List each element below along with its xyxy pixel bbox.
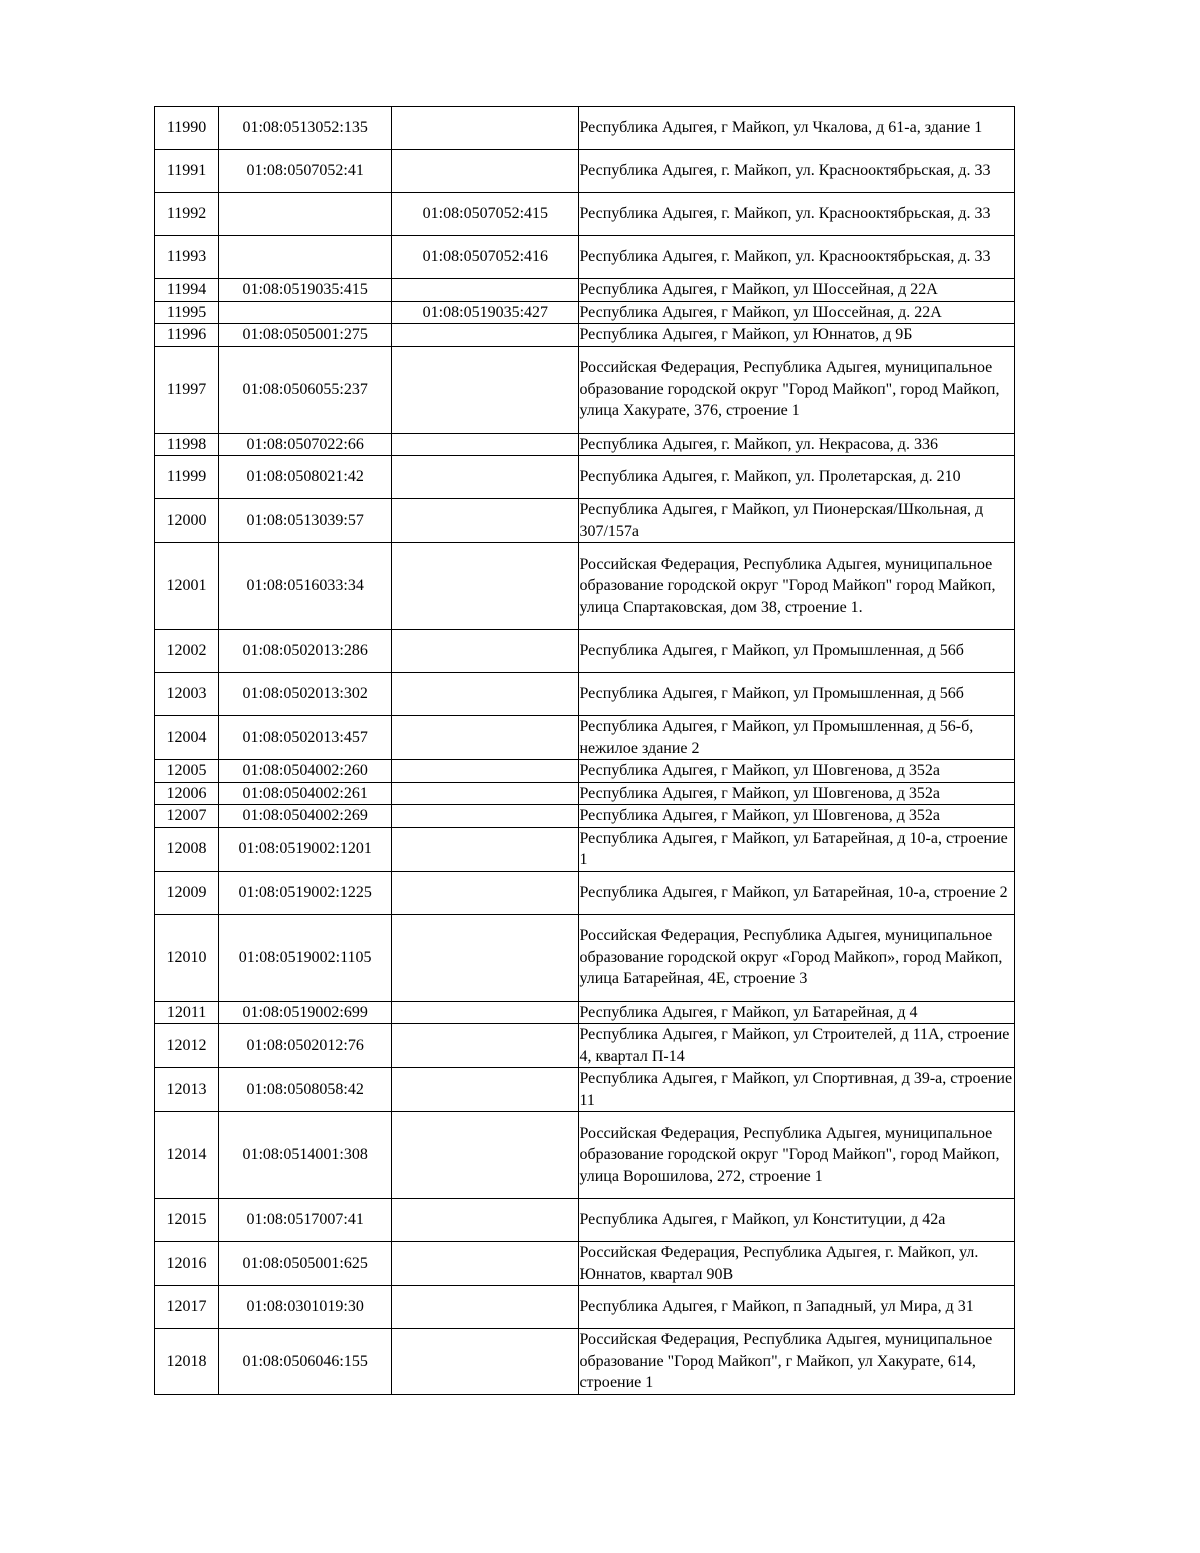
- cadastral-number-secondary: [392, 630, 579, 673]
- cadastral-number: [219, 193, 392, 236]
- cadastral-number-secondary: [392, 543, 579, 630]
- address: Республика Адыгея, г. Майкоп, ул. Некрасова, д. 336: [579, 433, 1015, 456]
- address: Республика Адыгея, г Майкоп, ул Шоссейная, д 22А: [579, 279, 1015, 302]
- row-number: 12004: [155, 716, 219, 760]
- address: Республика Адыгея, г Майкоп, ул Промышленная, д 56-б, нежилое здание 2: [579, 716, 1015, 760]
- row-number: 11990: [155, 107, 219, 150]
- row-number: 12000: [155, 499, 219, 543]
- table-row: [155, 871, 1015, 914]
- cadastral-number-secondary: [392, 871, 579, 914]
- row-number: 12010: [155, 914, 219, 1001]
- row-number: 12012: [155, 1024, 219, 1068]
- cadastral-number: 01:08:0507022:66: [219, 433, 392, 456]
- cadastral-number-secondary: [392, 1024, 579, 1068]
- table-row: [155, 760, 1015, 783]
- row-number: 12015: [155, 1199, 219, 1242]
- cadastral-number-secondary: [392, 716, 579, 760]
- row-number: 12008: [155, 827, 219, 871]
- table-row: [155, 543, 1015, 630]
- table-row: [155, 1199, 1015, 1242]
- cadastral-number-secondary: [392, 760, 579, 783]
- address: Республика Адыгея, г Майкоп, ул Промышленная, д 56б: [579, 673, 1015, 716]
- cadastral-number-secondary: [392, 456, 579, 499]
- table-row: [155, 805, 1015, 828]
- cadastral-number-secondary: [392, 805, 579, 828]
- cadastral-number: 01:08:0504002:269: [219, 805, 392, 828]
- row-number: 12001: [155, 543, 219, 630]
- address: Российская Федерация, Республика Адыгея, муниципальное образование городской округ "Город Майкоп" город Майкоп, улица Спартаковская, дом 38, строение 1.: [579, 543, 1015, 630]
- table-row: [155, 914, 1015, 1001]
- address: Российская Федерация, Республика Адыгея, муниципальное образование городской округ «Город Майкоп», город Майкоп, улица Батарейная, 4Е, строение 3: [579, 914, 1015, 1001]
- table-row: [155, 107, 1015, 150]
- address: Российская Федерация, Республика Адыгея, муниципальное образование городской округ "Город Майкоп", город Майкоп, улица Ворошилова, 272, строение 1: [579, 1112, 1015, 1199]
- table-row: [155, 782, 1015, 805]
- table-row: [155, 1001, 1015, 1024]
- table-row: [155, 433, 1015, 456]
- cadastral-number-secondary: [392, 673, 579, 716]
- address: Республика Адыгея, г Майкоп, ул Шовгенова, д 352а: [579, 782, 1015, 805]
- address: Республика Адыгея, г Майкоп, ул Юннатов, д 9Б: [579, 324, 1015, 347]
- address: Республика Адыгея, г. Майкоп, ул. Краснооктябрьская, д. 33: [579, 236, 1015, 279]
- row-number: 11997: [155, 346, 219, 433]
- cadastral-number-secondary: [392, 1286, 579, 1329]
- table-row: [155, 1329, 1015, 1395]
- row-number: 12009: [155, 871, 219, 914]
- cadastral-number-secondary: 01:08:0507052:416: [392, 236, 579, 279]
- cadastral-number: 01:08:0508058:42: [219, 1068, 392, 1112]
- address: Республика Адыгея, г. Майкоп, ул. Краснооктябрьская, д. 33: [579, 193, 1015, 236]
- table-row: [155, 673, 1015, 716]
- row-number: 12017: [155, 1286, 219, 1329]
- address: Российская Федерация, Республика Адыгея, муниципальное образование городской округ "Город Майкоп", город Майкоп, улица Хакурате, 376, строение 1: [579, 346, 1015, 433]
- cadastral-number: 01:08:0506055:237: [219, 346, 392, 433]
- cadastral-number: 01:08:0519002:699: [219, 1001, 392, 1024]
- row-number: 12005: [155, 760, 219, 783]
- cadastral-number-secondary: [392, 324, 579, 347]
- cadastral-number: 01:08:0519002:1201: [219, 827, 392, 871]
- row-number: 12018: [155, 1329, 219, 1395]
- address: Республика Адыгея, г. Майкоп, ул. Пролетарская, д. 210: [579, 456, 1015, 499]
- cadastral-number: 01:08:0502013:457: [219, 716, 392, 760]
- cadastral-number: 01:08:0519002:1105: [219, 914, 392, 1001]
- table-row: [155, 301, 1015, 324]
- table-row: [155, 236, 1015, 279]
- cadastral-number: 01:08:0504002:260: [219, 760, 392, 783]
- cadastral-number-secondary: [392, 782, 579, 805]
- table-row: [155, 1242, 1015, 1286]
- cadastral-number: 01:08:0504002:261: [219, 782, 392, 805]
- cadastral-number-secondary: [392, 1001, 579, 1024]
- cadastral-number-secondary: [392, 150, 579, 193]
- row-number: 11998: [155, 433, 219, 456]
- cadastral-number: 01:08:0502013:302: [219, 673, 392, 716]
- cadastral-number-secondary: [392, 827, 579, 871]
- cadastral-number-secondary: [392, 1329, 579, 1395]
- cadastral-number: [219, 301, 392, 324]
- cadastral-number: 01:08:0519035:415: [219, 279, 392, 302]
- table-row: [155, 827, 1015, 871]
- address: Республика Адыгея, г Майкоп, ул Чкалова, д 61-а, здание 1: [579, 107, 1015, 150]
- cadastral-number: 01:08:0514001:308: [219, 1112, 392, 1199]
- address: Республика Адыгея, г Майкоп, ул Батарейная, 10-а, строение 2: [579, 871, 1015, 914]
- row-number: 12014: [155, 1112, 219, 1199]
- cadastral-number-secondary: 01:08:0519035:427: [392, 301, 579, 324]
- row-number: 11992: [155, 193, 219, 236]
- address: Республика Адыгея, г. Майкоп, ул. Краснооктябрьская, д. 33: [579, 150, 1015, 193]
- table-row: [155, 324, 1015, 347]
- row-number: 12003: [155, 673, 219, 716]
- cadastral-number-secondary: [392, 499, 579, 543]
- address: Республика Адыгея, г Майкоп, ул Спортивная, д 39-а, строение 11: [579, 1068, 1015, 1112]
- cadastral-number: 01:08:0513039:57: [219, 499, 392, 543]
- cadastral-number-secondary: [392, 346, 579, 433]
- address: Российская Федерация, Республика Адыгея, г. Майкоп, ул. Юннатов, квартал 90В: [579, 1242, 1015, 1286]
- table-row: [155, 1112, 1015, 1199]
- row-number: 11995: [155, 301, 219, 324]
- row-number: 11991: [155, 150, 219, 193]
- address: Республика Адыгея, г Майкоп, ул Конституции, д 42а: [579, 1199, 1015, 1242]
- cadastral-number: 01:08:0502013:286: [219, 630, 392, 673]
- table-row: [155, 630, 1015, 673]
- address: Российская Федерация, Республика Адыгея, муниципальное образование "Город Майкоп", г Майкоп, ул Хакурате, 614, строение 1: [579, 1329, 1015, 1395]
- registry-table: [154, 106, 1015, 1395]
- cadastral-number-secondary: [392, 1199, 579, 1242]
- row-number: 12007: [155, 805, 219, 828]
- row-number: 12006: [155, 782, 219, 805]
- cadastral-number: 01:08:0301019:30: [219, 1286, 392, 1329]
- cadastral-number: 01:08:0517007:41: [219, 1199, 392, 1242]
- address: Республика Адыгея, г Майкоп, ул Шовгенова, д 352а: [579, 805, 1015, 828]
- row-number: 12011: [155, 1001, 219, 1024]
- address: Республика Адыгея, г Майкоп, ул Строителей, д 11А, строение 4, квартал П-14: [579, 1024, 1015, 1068]
- table-row: [155, 1068, 1015, 1112]
- address: Республика Адыгея, г Майкоп, ул Пионерская/Школьная, д 307/157а: [579, 499, 1015, 543]
- row-number: 12002: [155, 630, 219, 673]
- row-number: 11994: [155, 279, 219, 302]
- address: Республика Адыгея, г Майкоп, ул Промышленная, д 56б: [579, 630, 1015, 673]
- table-row: [155, 346, 1015, 433]
- address: Республика Адыгея, г Майкоп, ул Батарейная, д 4: [579, 1001, 1015, 1024]
- cadastral-number: 01:08:0506046:155: [219, 1329, 392, 1395]
- cadastral-number-secondary: [392, 279, 579, 302]
- cadastral-number-secondary: [392, 107, 579, 150]
- table-row: [155, 193, 1015, 236]
- row-number: 12016: [155, 1242, 219, 1286]
- cadastral-number-secondary: [392, 914, 579, 1001]
- row-number: 11996: [155, 324, 219, 347]
- registry-table-body: [155, 107, 1015, 1395]
- cadastral-number-secondary: [392, 433, 579, 456]
- cadastral-number: 01:08:0508021:42: [219, 456, 392, 499]
- row-number: 11993: [155, 236, 219, 279]
- table-row: [155, 1286, 1015, 1329]
- table-row: [155, 150, 1015, 193]
- cadastral-number: 01:08:0519002:1225: [219, 871, 392, 914]
- cadastral-number: 01:08:0513052:135: [219, 107, 392, 150]
- address: Республика Адыгея, г Майкоп, ул Шоссейная, д. 22А: [579, 301, 1015, 324]
- cadastral-number-secondary: [392, 1068, 579, 1112]
- cadastral-number-secondary: [392, 1242, 579, 1286]
- table-row: [155, 716, 1015, 760]
- address: Республика Адыгея, г Майкоп, ул Шовгенова, д 352а: [579, 760, 1015, 783]
- row-number: 12013: [155, 1068, 219, 1112]
- table-row: [155, 499, 1015, 543]
- cadastral-number-secondary: [392, 1112, 579, 1199]
- table-row: [155, 1024, 1015, 1068]
- address: Республика Адыгея, г Майкоп, п Западный, ул Мира, д 31: [579, 1286, 1015, 1329]
- table-row: [155, 456, 1015, 499]
- cadastral-number: 01:08:0505001:275: [219, 324, 392, 347]
- address: Республика Адыгея, г Майкоп, ул Батарейная, д 10-а, строение 1: [579, 827, 1015, 871]
- cadastral-number: 01:08:0516033:34: [219, 543, 392, 630]
- cadastral-number: 01:08:0502012:76: [219, 1024, 392, 1068]
- cadastral-number-secondary: 01:08:0507052:415: [392, 193, 579, 236]
- cadastral-number: [219, 236, 392, 279]
- cadastral-number: 01:08:0507052:41: [219, 150, 392, 193]
- row-number: 11999: [155, 456, 219, 499]
- table-row: [155, 279, 1015, 302]
- cadastral-number: 01:08:0505001:625: [219, 1242, 392, 1286]
